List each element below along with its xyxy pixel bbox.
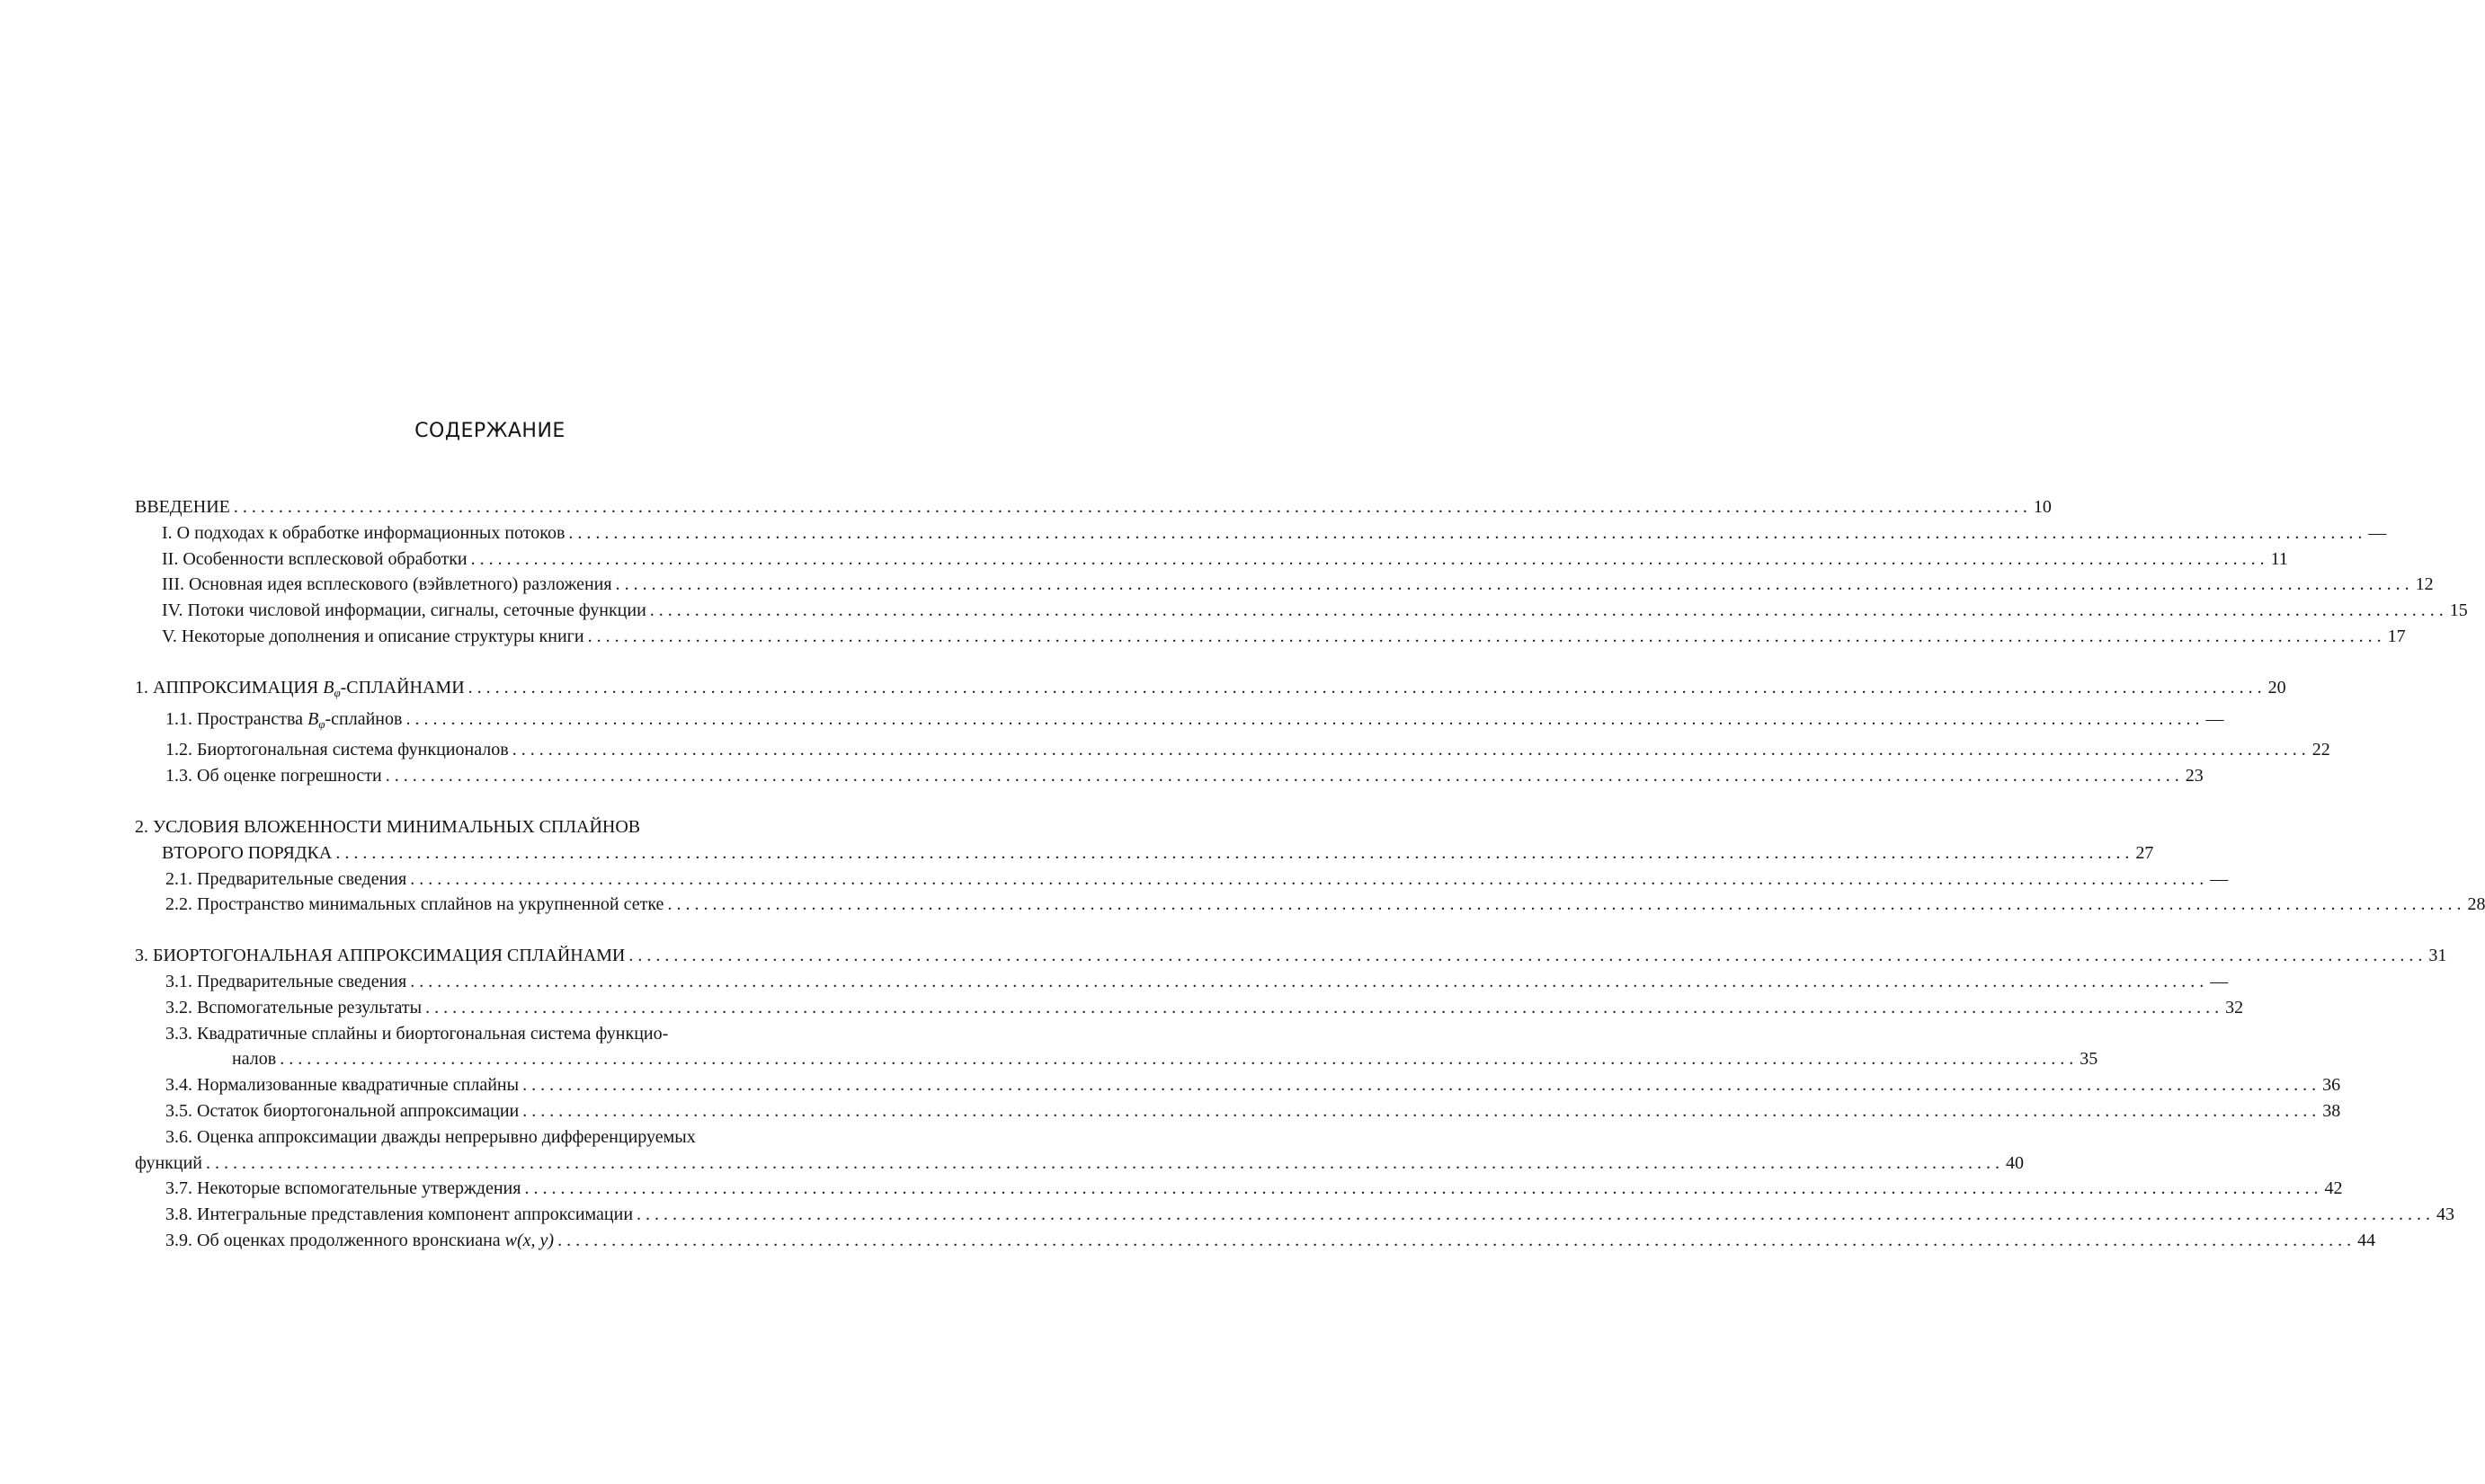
toc-entry-intro-3[interactable] — [135, 572, 2434, 598]
dot-leader: ........................................................................................................................................................................................................ — [667, 894, 2466, 915]
toc-entry-chapter-2[interactable] — [135, 840, 2154, 866]
toc-entry-intro-5[interactable] — [135, 624, 2406, 650]
toc-page-number: 38 — [2322, 1100, 2341, 1121]
toc-page-number: 10 — [2033, 497, 2052, 517]
toc-entry-title: налов — [232, 1049, 277, 1070]
toc-page-number: 17 — [2387, 626, 2406, 646]
toc-entry-3-3-line1[interactable]: 3.3. Квадратичные сплайны и биортогональная система функцио- — [165, 1023, 669, 1044]
toc-entry-chapter-3[interactable] — [135, 943, 2447, 969]
toc-entry-3-5[interactable] — [135, 1098, 2341, 1124]
dot-leader: ........................................................................................................................................................................................................ — [512, 740, 2311, 760]
toc-entry-title: 2.1. Предварительные сведения — [165, 868, 407, 889]
toc-entry-3-6[interactable] — [135, 1151, 2024, 1177]
toc-entry-title — [165, 1228, 554, 1254]
toc-page-number: 42 — [2324, 1178, 2343, 1199]
math-symbol: B — [323, 677, 334, 698]
toc-entry-intro-1[interactable] — [135, 520, 2387, 547]
toc-entry-title — [165, 706, 402, 738]
math-expression: w(x, y) — [504, 1230, 555, 1250]
dot-leader: ........................................................................................................................................................................................................ — [468, 677, 2267, 698]
toc-page-number: 23 — [2185, 766, 2204, 786]
dot-leader: ........................................................................................................................................................................................................ — [280, 1049, 2079, 1070]
toc-page-number: 31 — [2428, 946, 2447, 966]
toc-entry-chapter-1[interactable] — [135, 675, 2286, 706]
dot-leader: ........................................................................................................................................................................................................ — [425, 997, 2224, 1017]
dot-leader: ........................................................................................................................................................................................................ — [587, 626, 2386, 646]
toc-entry-3-4[interactable] — [135, 1072, 2341, 1098]
toc-page-number: — — [2205, 708, 2224, 729]
toc-page-number: 35 — [2080, 1049, 2098, 1070]
toc-entry-title: 3.5. Остаток биортогональной аппроксимации — [165, 1100, 520, 1121]
dot-leader: ........................................................................................................................................................................................................ — [615, 574, 2414, 595]
toc-page-number: — — [2368, 522, 2387, 543]
toc-entry-title: 2.2. Пространство минимальных сплайнов на укрупненной сетке — [165, 894, 664, 915]
toc-page-number: 15 — [2449, 600, 2468, 621]
math-subscript: φ — [318, 716, 325, 731]
toc-entry-title: 3.8. Интегральные представления компонент аппроксимации — [165, 1204, 634, 1225]
title-text: -СПЛАЙНАМИ — [340, 677, 465, 698]
toc-entry-intro-4[interactable] — [135, 598, 2468, 624]
dot-leader: ........................................................................................................................................................................................................ — [568, 522, 2367, 543]
title-text: 1. АППРОКСИМАЦИЯ — [135, 677, 324, 698]
toc-entry-title: 3.1. Предварительные сведения — [165, 971, 407, 991]
toc-entry-title: 3. БИОРТОГОНАЛЬНАЯ АППРОКСИМАЦИЯ СПЛАЙНАМИ — [135, 946, 626, 966]
toc-entry-title: функций — [135, 1152, 202, 1173]
toc-entry-1-3[interactable] — [135, 763, 2204, 789]
toc-page-number: 36 — [2322, 1075, 2341, 1096]
dot-leader: ........................................................................................................................................................................................................ — [206, 1152, 2004, 1173]
dot-leader: ........................................................................................................................................................................................................ — [410, 971, 2209, 991]
toc-page-number: 27 — [2135, 842, 2154, 863]
title-text: -сплайнов — [325, 708, 403, 729]
toc-page-number: 12 — [2415, 574, 2434, 595]
toc-entry-title: V. Некоторые дополнения и описание структуры книги — [162, 626, 584, 646]
toc-entry-title: 1.2. Биортогональная система функционалов — [165, 740, 509, 760]
toc-page-number: 20 — [2267, 677, 2286, 698]
toc-entry-title: III. Основная идея всплескового (вэйвлетного) разложения — [162, 574, 612, 595]
toc-page-number: — — [2210, 868, 2229, 889]
toc-entry-title — [135, 675, 465, 706]
toc-page-number: 44 — [2357, 1230, 2376, 1250]
toc-entry-chapter-2-line1[interactable]: 2. УСЛОВИЯ ВЛОЖЕННОСТИ МИНИМАЛЬНЫХ СПЛАЙНОВ — [135, 816, 641, 837]
toc-entry-title: I. О подходах к обработке информационных потоков — [162, 522, 566, 543]
toc-entry-title: 1.3. Об оценке погрешности — [165, 766, 382, 786]
toc-entry-title: II. Особенности всплесковой обработки — [162, 548, 468, 569]
dot-leader: ........................................................................................................................................................................................................ — [405, 708, 2204, 729]
toc-entry-1-1[interactable] — [135, 706, 2224, 738]
toc-page-number: 40 — [2006, 1152, 2024, 1173]
toc-page-number: 43 — [2436, 1204, 2455, 1225]
toc-entry-3-7[interactable] — [135, 1176, 2343, 1202]
toc-entry-title: 3.4. Нормализованные квадратичные сплайны — [165, 1075, 520, 1096]
toc-entry-3-8[interactable] — [135, 1202, 2455, 1228]
title-text: 3.9. Об оценках продолженного вронскиана — [165, 1230, 505, 1250]
toc-entry-title: ВВЕДЕНИЕ — [135, 497, 230, 517]
toc-page-number: 28 — [2467, 894, 2485, 915]
toc-entry-title: ВТОРОГО ПОРЯДКА — [162, 842, 333, 863]
toc-entry-intro-2[interactable] — [135, 547, 2288, 573]
page-title: СОДЕРЖАНИЕ — [414, 420, 566, 442]
dot-leader: ........................................................................................................................................................................................................ — [522, 1100, 2321, 1121]
toc-page-number: — — [2210, 971, 2229, 991]
toc-entry-3-6-line1[interactable]: 3.6. Оценка аппроксимации дважды непрерывно дифференцируемых — [165, 1126, 696, 1147]
table-of-contents — [135, 494, 2485, 1254]
dot-leader: ........................................................................................................................................................................................................ — [637, 1204, 2436, 1225]
toc-entry-1-2[interactable] — [135, 737, 2330, 763]
dot-leader: ........................................................................................................................................................................................................ — [628, 946, 2427, 966]
math-symbol: B — [307, 708, 319, 729]
dot-leader: ........................................................................................................................................................................................................ — [410, 868, 2209, 889]
toc-entry-title: 3.2. Вспомогательные результаты — [165, 997, 423, 1017]
toc-entry-3-9[interactable] — [135, 1228, 2376, 1254]
dot-leader: ........................................................................................................................................................................................................ — [470, 548, 2269, 569]
toc-entry-title: IV. Потоки числовой информации, сигналы, сеточные функции — [162, 600, 646, 621]
toc-entry-2-1[interactable] — [135, 866, 2229, 893]
toc-entry-3-1[interactable] — [135, 969, 2229, 995]
dot-leader: ........................................................................................................................................................................................................ — [557, 1230, 2356, 1250]
toc-entry-title: 3.7. Некоторые вспомогательные утверждения — [165, 1178, 521, 1199]
dot-leader: ........................................................................................................................................................................................................ — [335, 842, 2134, 863]
title-text: 1.1. Пространства — [165, 708, 308, 729]
toc-page-number: 11 — [2270, 548, 2288, 569]
toc-entry-introduction[interactable] — [135, 494, 2052, 520]
toc-page-number: 32 — [2225, 997, 2244, 1017]
toc-entry-3-2[interactable] — [135, 995, 2244, 1021]
dot-leader: ........................................................................................................................................................................................................ — [524, 1178, 2323, 1199]
dot-leader: ........................................................................................................................................................................................................ — [649, 600, 2448, 621]
math-subscript: φ — [334, 685, 341, 699]
toc-entry-3-3[interactable] — [135, 1046, 2098, 1072]
toc-page-number: 22 — [2311, 740, 2330, 760]
toc-entry-2-2[interactable] — [135, 892, 2485, 918]
dot-leader: ........................................................................................................................................................................................................ — [233, 497, 2032, 517]
dot-leader: ........................................................................................................................................................................................................ — [385, 766, 2184, 786]
dot-leader: ........................................................................................................................................................................................................ — [522, 1075, 2321, 1096]
